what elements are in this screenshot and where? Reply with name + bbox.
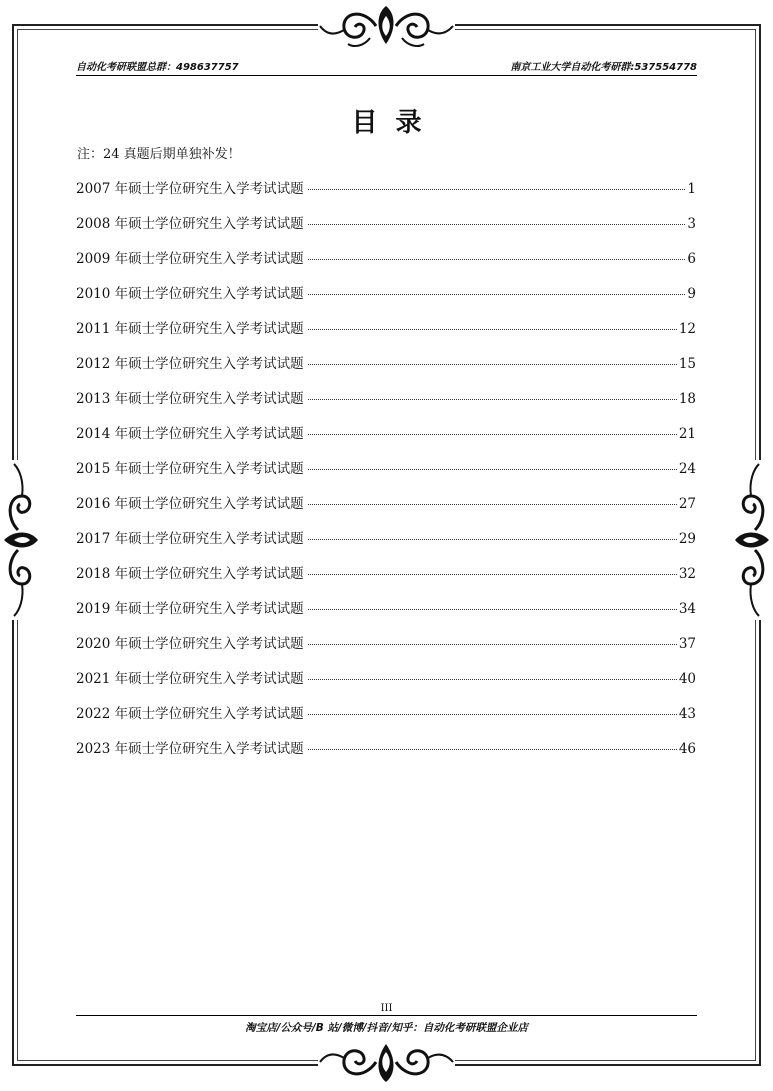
toc-entry-page: 29 <box>678 531 696 547</box>
toc-entry-title: 2016 年硕士学位研究生入学考试试题 <box>76 496 304 512</box>
toc-entry-title: 2015 年硕士学位研究生入学考试试题 <box>76 461 304 477</box>
toc-entry[interactable] <box>76 493 696 528</box>
toc-entry-title: 2014 年硕士学位研究生入学考试试题 <box>76 426 304 442</box>
toc-entry[interactable] <box>76 668 696 703</box>
toc-entry-page: 34 <box>678 601 696 617</box>
toc-entry-title: 2009 年硕士学位研究生入学考试试题 <box>76 251 304 267</box>
toc-leader-dots <box>308 259 686 260</box>
toc-leader-dots <box>308 294 686 295</box>
note-text: 注：24 真题后期单独补发！ <box>77 147 241 162</box>
toc-entry-page: 15 <box>678 356 696 372</box>
toc-entry[interactable] <box>76 318 696 353</box>
left-ornament-icon <box>0 460 40 620</box>
toc-entry-page: 40 <box>678 671 696 687</box>
header-left-text: 自动化考研联盟总群：498637757 <box>76 62 239 73</box>
toc-entry-title: 2007 年硕士学位研究生入学考试试题 <box>76 181 304 197</box>
toc-entry[interactable] <box>76 213 696 248</box>
toc-entry-title: 2011 年硕士学位研究生入学考试试题 <box>76 321 304 337</box>
toc-entry[interactable] <box>76 703 696 738</box>
toc-entry-title: 2022 年硕士学位研究生入学考试试题 <box>76 706 304 722</box>
toc-leader-dots <box>308 749 677 750</box>
toc-entry-page: 21 <box>678 426 696 442</box>
toc-entry-page: 3 <box>687 216 696 232</box>
toc-entry-title: 2023 年硕士学位研究生入学考试试题 <box>76 741 304 757</box>
top-ornament-icon <box>318 0 455 52</box>
toc-entry-title: 2012 年硕士学位研究生入学考试试题 <box>76 356 304 372</box>
header-right-text: 南京工业大学自动化考研群:537554778 <box>510 62 697 73</box>
bottom-ornament-icon <box>318 1036 455 1088</box>
toc-entry[interactable] <box>76 458 696 493</box>
toc-entry-page: 24 <box>678 461 696 477</box>
toc-entry[interactable] <box>76 353 696 388</box>
toc-leader-dots <box>308 714 677 715</box>
toc-entry[interactable] <box>76 423 696 458</box>
toc-entry-title: 2010 年硕士学位研究生入学考试试题 <box>76 286 304 302</box>
toc-entry-page: 6 <box>687 251 696 267</box>
toc-entry-page: 12 <box>678 321 696 337</box>
toc-leader-dots <box>308 539 677 540</box>
page-footer: 淘宝店/公众号/B 站/微博/抖音/知乎：自动化考研联盟企业店 <box>76 1015 697 1035</box>
toc-leader-dots <box>308 189 686 190</box>
toc-entry[interactable] <box>76 178 696 213</box>
toc-leader-dots <box>308 434 677 435</box>
toc-leader-dots <box>308 329 677 330</box>
toc-entry-page: 32 <box>678 566 696 582</box>
toc-entry-page: 1 <box>687 181 696 197</box>
toc-leader-dots <box>308 399 677 400</box>
toc-leader-dots <box>308 364 677 365</box>
toc-entry-title: 2020 年硕士学位研究生入学考试试题 <box>76 636 304 652</box>
toc-entry-title: 2017 年硕士学位研究生入学考试试题 <box>76 531 304 547</box>
toc-entry[interactable] <box>76 528 696 563</box>
toc-entry[interactable] <box>76 388 696 423</box>
page-header <box>76 56 697 76</box>
toc-entry-title: 2013 年硕士学位研究生入学考试试题 <box>76 391 304 407</box>
toc-leader-dots <box>308 679 677 680</box>
toc-entry[interactable] <box>76 563 696 598</box>
toc-entry-page: 18 <box>678 391 696 407</box>
toc-leader-dots <box>308 469 677 470</box>
toc-entry[interactable] <box>76 248 696 283</box>
page-number: III <box>380 1003 393 1014</box>
toc-leader-dots <box>308 224 686 225</box>
toc-entry-title: 2008 年硕士学位研究生入学考试试题 <box>76 216 304 232</box>
toc-entry-title: 2018 年硕士学位研究生入学考试试题 <box>76 566 304 582</box>
toc-entry[interactable] <box>76 738 696 773</box>
toc-leader-dots <box>308 574 677 575</box>
toc-leader-dots <box>308 504 677 505</box>
toc-entry-title: 2019 年硕士学位研究生入学考试试题 <box>76 601 304 617</box>
toc-entry[interactable] <box>76 598 696 633</box>
toc-entry-page: 37 <box>678 636 696 652</box>
right-ornament-icon <box>733 460 773 620</box>
toc-entry[interactable] <box>76 633 696 668</box>
toc-entry-title: 2021 年硕士学位研究生入学考试试题 <box>76 671 304 687</box>
toc-entry[interactable] <box>76 283 696 318</box>
toc-entry-page: 27 <box>678 496 696 512</box>
toc-entry-page: 9 <box>687 286 696 302</box>
toc-entry-page: 43 <box>678 706 696 722</box>
table-of-contents <box>76 178 696 773</box>
page-title: 目录 <box>351 108 440 138</box>
toc-leader-dots <box>308 644 677 645</box>
toc-entry-page: 46 <box>678 741 696 757</box>
toc-leader-dots <box>308 609 677 610</box>
